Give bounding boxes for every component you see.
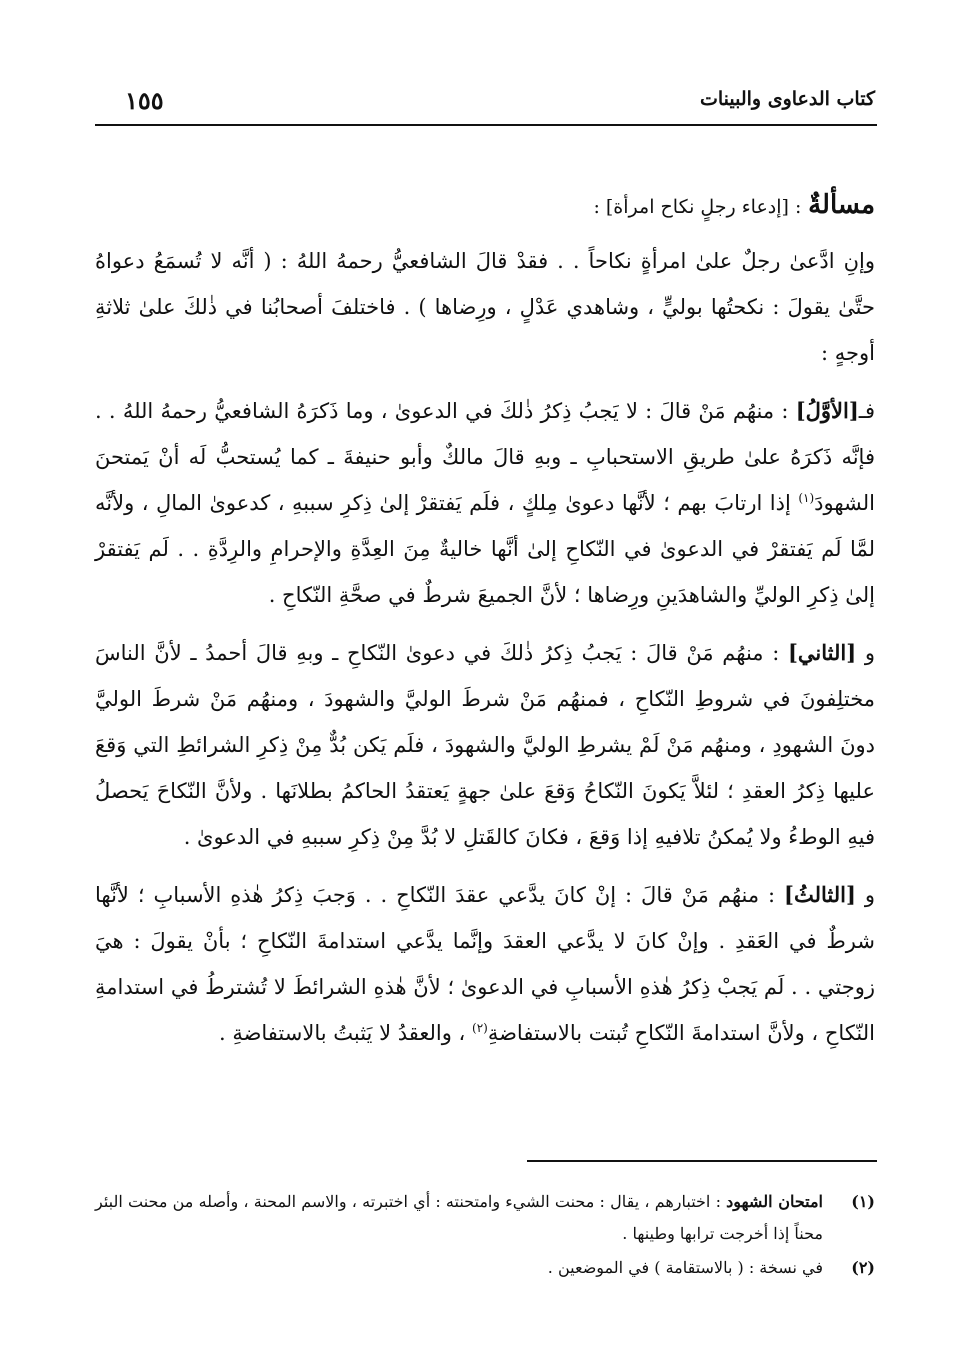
- first-view-paragraph: [95, 388, 875, 618]
- page-header: [95, 86, 875, 122]
- header-divider: [95, 124, 877, 126]
- book-title: كتاب الدعاوى والبينات: [699, 88, 875, 110]
- second-view-text: : منهُم مَنْ قالَ : يَجبُ ذِكرُ ذٰلكَ في دعوىٰ النّكاحِ ـ وبهِ قالَ أحمدُ ـ لأنَّ الناسَ مختلِفونَ في شروطِ النّكاحِ ، فمنهُم مَنْ شرطَ الوليَّ والشهودَ ، ومنهُم مَنْ شرطَ الوليَّ دونَ الشهودِ ، ومنهُم مَنْ لَمْ يشرطِ الوليَّ والشهودَ ، فلَم يَكن بُدٌّ مِنْ ذِكرِ الشرائطِ التي وَقعَ عليها ذِكرُ العقدِ ؛ لئلاَّ يَكونَ النّكاحُ وَقعَ علىٰ جهةٍ يَعتقدُ الحاكمُ بطلانَها . ولأنَّ النّكاحَ يَحصلُ فيهِ الوطءُ ولا يُمكنُ تلافيهِ إذا وَقعَ ، فكانَ كالقَتلِ لا بُدَّ مِنْ ذِكرِ سببهِ في الدعوىٰ .: [95, 641, 875, 849]
- second-view-paragraph: [95, 630, 875, 860]
- third-view-paragraph: [95, 872, 875, 1056]
- footnotes: [95, 1186, 875, 1286]
- footnote-text: : اختبارهم ، يقال : محنت الشيء وامتحنته : أي اختبرته ، والاسم المحنة ، وأصله من محنت البئر محناً إذا أخرجت ترابها وطينها .: [95, 1192, 823, 1243]
- main-text: [95, 182, 875, 1056]
- masala-label: مسألةٌ: [808, 190, 875, 220]
- footnote-1: [95, 1186, 875, 1250]
- masala-title: : [إدعاء رجلٍ نكاح امرأة] :: [593, 196, 802, 218]
- footnote-number: (٢): [851, 1258, 875, 1277]
- second-prefix: و: [856, 641, 875, 665]
- footnote-ref-1[interactable]: (١): [798, 491, 815, 505]
- footnote-ref-2[interactable]: (٢): [472, 1021, 488, 1035]
- footnote-2: [95, 1252, 875, 1284]
- third-prefix: و: [855, 883, 875, 907]
- third-view-label: [الثالثُ]: [784, 882, 856, 907]
- masala-heading: [95, 182, 875, 230]
- first-prefix: فـ: [858, 399, 875, 423]
- second-view-label: [الثاني]: [787, 640, 857, 665]
- first-view-label: [الأوَّلُ]: [795, 398, 859, 423]
- first-view-text-a: : منهُم مَنْ قالَ : لا يَجبُ ذِكرُ ذٰلكَ في الدعوىٰ ، وما ذَكرَهُ الشافعيُّ رحمهُ اللهُ . . فإنَّه ذَكرَهُ علىٰ طريقِ الاستحبابِ ـ وبهِ قالَ مالكٌ وأبو حنيفةَ ـ كما يُستحبُّ لَه أنْ يَمتحنَ الشهودَ: [95, 399, 875, 515]
- footnote-term: امتحان الشهود: [726, 1192, 823, 1211]
- third-view-text-a: : منهُم مَنْ قالَ : إنْ كانَ يدَّعي عقدَ النّكاحِ . . وَجبَ ذِكرُ هٰذهِ الأسبابِ ؛ لأنَّها شرطٌ في العَقدِ . وإنْ كانَ لا يدَّعي العقدَ وإنَّما يدَّعي استدامةَ النّكاحِ ؛ بأنْ يقولَ : هيَ زوجتي . . لَم يَجبْ ذِكرُ هٰذهِ الأسبابِ في الدعوىٰ ؛ لأنَّ هٰذهِ الشرائطَ لا تُشترطُ في استدامةِ النّكاحِ ، ولأنَّ استدامةَ النّكاحِ تُبتت بالاستفاضةِ: [95, 883, 875, 1045]
- footnote-divider: [527, 1160, 877, 1162]
- footnote-text: في نسخة : ( بالاستقامة ) في الموضعين .: [547, 1258, 823, 1277]
- footnote-number: (١): [851, 1192, 875, 1211]
- third-view-text-b: ، والعقدُ لا يَثبتُ بالاستفاضةِ .: [218, 1021, 473, 1045]
- first-view-text-b: إذا ارتابَ بهم ؛ لأنَّها دعوىٰ مِلكٍ ، فلَم يَفتقرْ إلىٰ ذِكرِ سببهِ ، كدعوىٰ المالِ ، ولأنَّه لمَّا لَم يَفتقرْ في الدعوىٰ في النّكاحِ إلىٰ أنَّها خاليةٌ مِنَ العِدَّةِ والإحرامِ والرِدَّةِ . . لَم يَفتقرْ إلىٰ ذِكرِ الوليِّ والشاهدَينِ ورِضاها ؛ لأنَّ الجميعَ شرطٌ في صحَّةِ النّكاحِ .: [95, 491, 875, 607]
- intro-paragraph: وإنِ ادَّعىٰ رجلٌ علىٰ امرأةٍ نكاحاً . . فقدْ قالَ الشافعيُّ رحمهُ اللهُ : ( أنَّه لا تُسمَعُ دعواهُ حتَّىٰ يقولَ : نكحتُها بوليٍّ ، وشاهدي عَدْلٍ ، ورِضاها ) . فاختلفَ أصحابُنا في ذٰلكَ علىٰ ثلاثةِ أوجهٍ :: [95, 249, 875, 365]
- page-number: ١٥٥: [125, 86, 164, 115]
